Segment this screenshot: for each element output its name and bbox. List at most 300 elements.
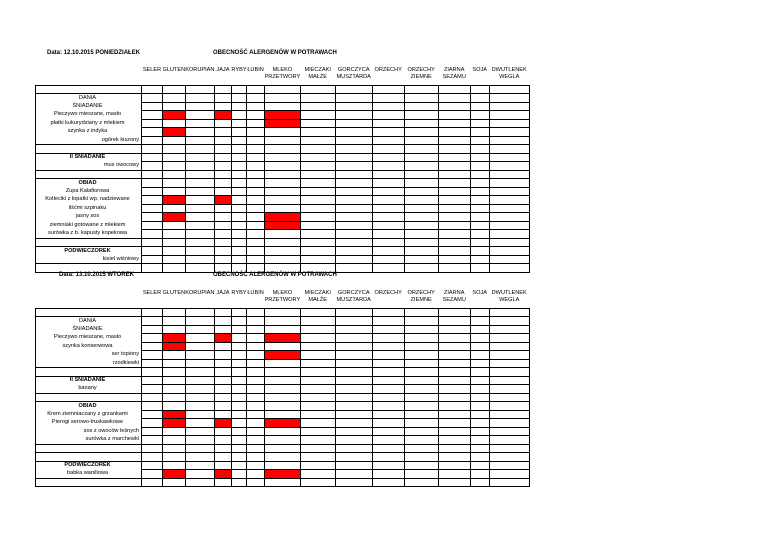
allergen-cell [142, 230, 163, 239]
allergen-cell [404, 136, 438, 145]
allergen-cell [300, 402, 335, 411]
allergen-cell [265, 308, 301, 317]
allergen-cell [335, 436, 372, 445]
allergen-cell [247, 478, 265, 487]
allergen-cell [438, 230, 470, 239]
allergen-table-day-2 [35, 290, 530, 487]
allergen-cell [404, 94, 438, 103]
dish-name: kisiel wiśniowy [36, 255, 142, 264]
allergen-cell [438, 187, 470, 196]
allergen-cell [404, 478, 438, 487]
allergen-cell [489, 136, 529, 145]
allergen-cell [404, 359, 438, 368]
allergen-cell [185, 111, 214, 120]
allergen-cell [231, 342, 246, 351]
allergen-cell [372, 213, 404, 222]
allergen-cell [335, 196, 372, 205]
allergen-cell [142, 393, 163, 402]
allergen-cell [163, 264, 186, 273]
allergen-cell [300, 453, 335, 462]
allergen-cell [470, 238, 489, 247]
allergen-cell [404, 393, 438, 402]
allergen-cell [265, 317, 301, 326]
allergen-cell [185, 247, 214, 256]
allergen-cell [163, 111, 186, 120]
allergen-cell [231, 111, 246, 120]
allergen-cell [163, 427, 186, 436]
allergen-cell [335, 264, 372, 273]
allergen-cell [470, 308, 489, 317]
header-blank [36, 290, 142, 308]
allergen-cell [335, 255, 372, 264]
allergen-cell [214, 478, 231, 487]
allergen-cell [470, 453, 489, 462]
allergen-cell [438, 238, 470, 247]
dish-name [36, 478, 142, 487]
allergen-cell [372, 436, 404, 445]
allergen-cell [335, 410, 372, 419]
table-header-row [36, 290, 530, 308]
allergen-cell [214, 436, 231, 445]
allergen-cell [470, 111, 489, 120]
allergen-cell [214, 153, 231, 162]
table-row [36, 145, 530, 154]
allergen-cell [247, 359, 265, 368]
dish-name: Pieczywo mieszane, masło [36, 111, 142, 120]
allergen-cell [300, 264, 335, 273]
allergen-cell [335, 204, 372, 213]
allergen-cell [231, 119, 246, 128]
allergen-cell [438, 153, 470, 162]
allergen-cell [372, 402, 404, 411]
allergen-cell [470, 128, 489, 137]
dish-name: II ŚNIADANIE [36, 153, 142, 162]
allergen-cell [142, 317, 163, 326]
dish-name [36, 368, 142, 377]
allergen-cell [214, 376, 231, 385]
allergen-cell [142, 179, 163, 188]
allergen-cell [335, 444, 372, 453]
allergen-cell [438, 334, 470, 343]
allergen-cell [470, 85, 489, 94]
allergen-cell [335, 94, 372, 103]
allergen-cell [163, 444, 186, 453]
allergen-cell [335, 162, 372, 171]
allergen-cell [404, 368, 438, 377]
allergen-cell [438, 436, 470, 445]
table-row [36, 419, 530, 428]
allergen-cell [185, 444, 214, 453]
allergen-cell [142, 436, 163, 445]
column-header: KORUPIAN [185, 290, 215, 296]
allergen-cell [185, 453, 214, 462]
allergen-cell [163, 393, 186, 402]
allergen-cell [163, 119, 186, 128]
allergen-cell [163, 102, 186, 111]
allergen-cell [335, 119, 372, 128]
allergen-cell [489, 402, 529, 411]
dish-name: surówka z marchewki [36, 436, 142, 445]
column-header: ORZECHY [374, 290, 402, 296]
allergen-cell [489, 221, 529, 230]
dish-name: szynka z indyka [36, 128, 142, 137]
allergen-cell [142, 136, 163, 145]
table-header-row [36, 67, 530, 85]
allergen-cell [438, 111, 470, 120]
dish-name: ser topiony [36, 351, 142, 360]
allergen-cell [404, 317, 438, 326]
allergen-cell [489, 145, 529, 154]
allergen-cell [404, 461, 438, 470]
table-row [36, 308, 530, 317]
dish-name: banany [36, 385, 142, 394]
allergen-cell [470, 264, 489, 273]
allergen-cell [185, 342, 214, 351]
column-header: KORUPIAN [185, 67, 215, 73]
allergen-cell [489, 128, 529, 137]
allergen-cell [489, 238, 529, 247]
allergen-cell [185, 119, 214, 128]
allergen-cell [247, 162, 265, 171]
column-header: ŁUBIN [247, 290, 264, 296]
allergen-cell [372, 334, 404, 343]
allergen-cell [489, 410, 529, 419]
allergen-cell [470, 187, 489, 196]
allergen-cell [214, 470, 231, 479]
table-row [36, 427, 530, 436]
allergen-cell [142, 419, 163, 428]
column-header: JAJA [216, 67, 230, 73]
allergen-cell [142, 308, 163, 317]
allergen-cell [265, 119, 301, 128]
allergen-cell [214, 453, 231, 462]
allergen-cell [404, 238, 438, 247]
allergen-cell [214, 393, 231, 402]
dish-name [36, 85, 142, 94]
allergen-cell [231, 308, 246, 317]
table-row [36, 153, 530, 162]
allergen-cell [335, 187, 372, 196]
allergen-cell [489, 255, 529, 264]
allergen-cell [142, 325, 163, 334]
allergen-cell [185, 162, 214, 171]
allergen-cell [438, 102, 470, 111]
table-row [36, 238, 530, 247]
allergen-cell [470, 427, 489, 436]
table-row [36, 179, 530, 188]
allergen-cell [438, 402, 470, 411]
table-row [36, 453, 530, 462]
allergen-cell [404, 385, 438, 394]
allergen-cell [300, 230, 335, 239]
allergen-cell [142, 196, 163, 205]
allergen-cell [163, 317, 186, 326]
allergen-cell [265, 376, 301, 385]
allergen-cell [163, 145, 186, 154]
day-2-heading: OBECNOŚĆ ALERGENÓW W POTRAWACH [213, 272, 337, 278]
allergen-cell [142, 111, 163, 120]
allergen-cell [335, 247, 372, 256]
allergen-cell [247, 264, 265, 273]
allergen-cell [300, 325, 335, 334]
allergen-cell [214, 264, 231, 273]
allergen-cell [438, 162, 470, 171]
allergen-cell [372, 427, 404, 436]
allergen-cell [372, 359, 404, 368]
allergen-cell [372, 264, 404, 273]
allergen-cell [489, 196, 529, 205]
allergen-cell [372, 444, 404, 453]
table-row [36, 334, 530, 343]
allergen-cell [185, 385, 214, 394]
allergen-cell [163, 342, 186, 351]
column-header: MLEKO PRZETWORY [264, 67, 301, 80]
allergen-cell [372, 170, 404, 179]
allergen-cell [372, 410, 404, 419]
allergen-cell [300, 111, 335, 120]
allergen-cell [300, 385, 335, 394]
allergen-cell [489, 461, 529, 470]
allergen-cell [214, 419, 231, 428]
column-header: DWUTLENEK WEGLA [491, 290, 527, 303]
allergen-cell [163, 359, 186, 368]
allergen-cell [489, 478, 529, 487]
allergen-cell [470, 385, 489, 394]
table-row [36, 368, 530, 377]
allergen-cell [265, 334, 301, 343]
allergen-cell [372, 453, 404, 462]
allergen-cell [247, 230, 265, 239]
allergen-cell [163, 461, 186, 470]
allergen-cell [185, 128, 214, 137]
allergen-cell [404, 376, 438, 385]
allergen-cell [185, 153, 214, 162]
allergen-cell [300, 351, 335, 360]
allergen-cell [231, 264, 246, 273]
allergen-cell [438, 128, 470, 137]
allergen-cell [214, 119, 231, 128]
allergen-cell [300, 213, 335, 222]
allergen-cell [300, 317, 335, 326]
allergen-cell [300, 102, 335, 111]
allergen-cell [300, 427, 335, 436]
allergen-cell [247, 119, 265, 128]
allergen-cell [163, 247, 186, 256]
allergen-cell [489, 111, 529, 120]
allergen-cell [142, 221, 163, 230]
allergen-cell [185, 325, 214, 334]
allergen-cell [372, 179, 404, 188]
allergen-cell [142, 461, 163, 470]
allergen-cell [163, 453, 186, 462]
allergen-cell [214, 187, 231, 196]
allergen-cell [231, 436, 246, 445]
allergen-cell [247, 136, 265, 145]
allergen-cell [265, 264, 301, 273]
allergen-cell [489, 419, 529, 428]
allergen-cell [335, 351, 372, 360]
allergen-cell [404, 255, 438, 264]
allergen-cell [438, 385, 470, 394]
allergen-cell [231, 368, 246, 377]
allergen-cell [231, 179, 246, 188]
allergen-cell [300, 196, 335, 205]
allergen-cell [163, 334, 186, 343]
table-row [36, 136, 530, 145]
allergen-cell [247, 368, 265, 377]
allergen-cell [247, 255, 265, 264]
allergen-cell [404, 402, 438, 411]
allergen-cell [231, 470, 246, 479]
allergen-cell [142, 427, 163, 436]
allergen-cell [214, 196, 231, 205]
allergen-cell [404, 119, 438, 128]
allergen-cell [489, 264, 529, 273]
allergen-cell [470, 402, 489, 411]
table-row [36, 385, 530, 394]
table-row [36, 255, 530, 264]
table-row [36, 196, 530, 205]
allergen-cell [470, 255, 489, 264]
allergen-cell [470, 102, 489, 111]
allergen-cell [247, 170, 265, 179]
allergen-cell [438, 470, 470, 479]
allergen-cell [142, 187, 163, 196]
table-row [36, 359, 530, 368]
allergen-cell [470, 342, 489, 351]
allergen-cell [265, 162, 301, 171]
allergen-cell [142, 145, 163, 154]
allergen-cell [247, 419, 265, 428]
allergen-cell [231, 221, 246, 230]
allergen-cell [489, 342, 529, 351]
allergen-cell [231, 376, 246, 385]
allergen-cell [438, 351, 470, 360]
dish-name: ŚNIADANIE [36, 325, 142, 334]
allergen-cell [247, 342, 265, 351]
allergen-cell [372, 145, 404, 154]
allergen-cell [185, 204, 214, 213]
allergen-cell [185, 136, 214, 145]
dish-name: mus owocowy [36, 162, 142, 171]
allergen-cell [438, 247, 470, 256]
allergen-cell [470, 461, 489, 470]
allergen-cell [247, 334, 265, 343]
allergen-cell [335, 85, 372, 94]
allergen-cell [247, 376, 265, 385]
allergen-cell [163, 470, 186, 479]
allergen-cell [142, 334, 163, 343]
allergen-cell [438, 368, 470, 377]
allergen-cell [489, 170, 529, 179]
dish-name: jasny sos [36, 213, 142, 222]
allergen-cell [300, 238, 335, 247]
allergen-cell [438, 342, 470, 351]
allergen-cell [142, 402, 163, 411]
allergen-cell [265, 402, 301, 411]
allergen-cell [489, 230, 529, 239]
allergen-cell [247, 402, 265, 411]
allergen-cell [335, 470, 372, 479]
allergen-cell [438, 376, 470, 385]
allergen-cell [247, 410, 265, 419]
allergen-cell [185, 145, 214, 154]
allergen-cell [231, 325, 246, 334]
allergen-cell [470, 419, 489, 428]
column-header: JAJA [216, 290, 230, 296]
allergen-cell [142, 170, 163, 179]
allergen-cell [231, 145, 246, 154]
table-row [36, 230, 530, 239]
column-header: ORZECHY ZIEMNE [407, 67, 435, 80]
allergen-cell [404, 419, 438, 428]
dish-name: OBIAD [36, 179, 142, 188]
allergen-cell [300, 85, 335, 94]
allergen-cell [163, 85, 186, 94]
allergen-cell [404, 453, 438, 462]
allergen-cell [247, 325, 265, 334]
allergen-cell [163, 196, 186, 205]
column-header: RYBY [231, 67, 247, 73]
allergen-cell [265, 187, 301, 196]
allergen-cell [265, 385, 301, 394]
allergen-cell [214, 351, 231, 360]
allergen-cell [470, 170, 489, 179]
allergen-cell [185, 461, 214, 470]
allergen-cell [265, 393, 301, 402]
allergen-cell [185, 393, 214, 402]
table-row [36, 247, 530, 256]
allergen-cell [163, 230, 186, 239]
allergen-cell [470, 410, 489, 419]
allergen-cell [231, 153, 246, 162]
allergen-cell [247, 145, 265, 154]
allergen-cell [185, 102, 214, 111]
allergen-cell [470, 368, 489, 377]
table-row [36, 94, 530, 103]
allergen-cell [247, 308, 265, 317]
allergen-table-day-1 [35, 67, 530, 273]
column-header: GLUTEN [162, 67, 186, 73]
column-header: ORZECHY [374, 67, 402, 73]
allergen-cell [142, 351, 163, 360]
allergen-cell [372, 461, 404, 470]
allergen-cell [489, 444, 529, 453]
allergen-cell [265, 351, 301, 360]
allergen-cell [185, 187, 214, 196]
allergen-cell [404, 264, 438, 273]
allergen-cell [300, 461, 335, 470]
allergen-cell [335, 427, 372, 436]
dish-name: DANIA [36, 317, 142, 326]
allergen-cell [404, 444, 438, 453]
allergen-cell [438, 453, 470, 462]
allergen-cell [404, 111, 438, 120]
allergen-cell [470, 247, 489, 256]
allergen-cell [247, 153, 265, 162]
allergen-cell [265, 153, 301, 162]
allergen-cell [489, 204, 529, 213]
allergen-cell [404, 470, 438, 479]
dish-name: OBIAD [36, 402, 142, 411]
allergen-cell [372, 419, 404, 428]
table-row [36, 325, 530, 334]
allergen-cell [163, 94, 186, 103]
allergen-cell [214, 359, 231, 368]
allergen-cell [163, 325, 186, 334]
allergen-cell [300, 153, 335, 162]
allergen-cell [489, 102, 529, 111]
